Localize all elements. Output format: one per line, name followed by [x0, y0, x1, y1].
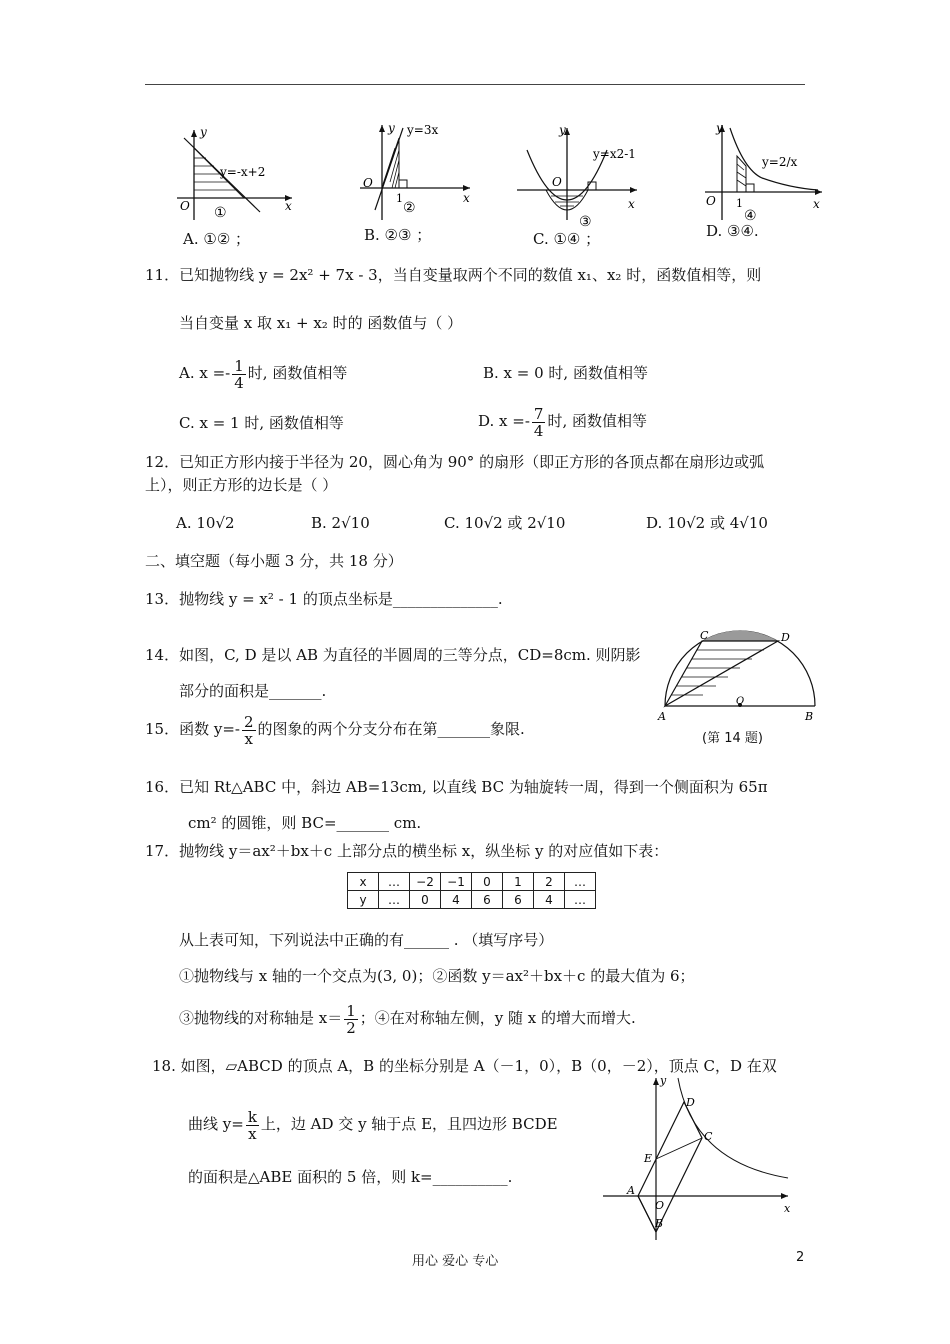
option-d-top: D. ③④. [706, 222, 759, 240]
point-d-label: D [686, 1096, 695, 1109]
figure-3 [515, 120, 645, 230]
q11-option-b: B. x = 0 时, 函数值相等 [483, 364, 648, 382]
point-o-label: O [736, 696, 745, 707]
y-axis-label: y [559, 123, 566, 137]
origin-label: O [180, 199, 190, 213]
point-a-label: A [658, 710, 666, 723]
x-axis-label: x [463, 191, 470, 205]
point-d-label: D [781, 631, 790, 644]
q11-option-d: D. x =- $\frac{7}{4}$ 时, 函数值相等 [478, 404, 647, 440]
y-axis-label: y [660, 1074, 667, 1087]
q14-figure [655, 628, 825, 723]
q18-line3: 的面积是△ABE 面积的 5 倍，则 k=__________. [188, 1168, 513, 1186]
one-label: 1 [736, 197, 743, 210]
table-cell: 6 [472, 891, 503, 909]
q14-line1: 14．如图，C, D 是以 AB 为直径的半圆周的三等分点，CD=8cm. 则阴影 [145, 646, 641, 664]
q15: 15．函数 y=- $\frac{2}{x}$ 的图象的两个分支分布在第_______象限. [145, 712, 525, 748]
point-b-label: B [805, 710, 814, 723]
table-cell: 4 [534, 891, 565, 909]
q12-stem-line1: 12．已知正方形内接于半径为 20，圆心角为 90° 的扇形（即正方形的各顶点都在扇形边或弧 [145, 453, 765, 471]
table-cell: 0 [472, 873, 503, 891]
table-cell: … [565, 891, 596, 909]
q12-option-c: C. 10√2 或 2√10 [444, 514, 566, 532]
q18-line1: 18. 如图，▱ABCD 的顶点 A，B 的坐标分别是 A（－1，0），B（0，－2），顶点 C，D 在双 [152, 1057, 777, 1075]
q13: 13．抛物线 y = x² - 1 的顶点坐标是______________. [145, 590, 503, 608]
point-a-label: A [627, 1184, 635, 1197]
page-number: 2 [796, 1250, 805, 1265]
q12-option-a: A. 10√2 [176, 514, 235, 532]
table-cell: x [348, 873, 379, 891]
q11-option-a: A. x =- $\frac{1}{4}$ 时, 函数值相等 [179, 356, 348, 392]
x-axis-label: x [285, 199, 292, 213]
y-axis-label: y [716, 121, 723, 135]
table-row [348, 873, 596, 891]
q12-option-b: B. 2√10 [311, 514, 370, 532]
q14-caption: (第 14 题) [702, 731, 763, 746]
option-c-top: C. ①④ ； [533, 230, 601, 248]
curve-label: y=3x [407, 123, 439, 137]
figure-number: ① [214, 205, 227, 221]
point-b-label: B [655, 1217, 664, 1230]
option-b-top: B. ②③ ； [364, 226, 432, 244]
table-cell: 1 [503, 873, 534, 891]
y-axis-label: y [388, 121, 395, 135]
table-cell: 2 [534, 873, 565, 891]
q12-option-d: D. 10√2 或 4√10 [646, 514, 768, 532]
table-cell: 0 [410, 891, 441, 909]
one-label: 1 [396, 192, 403, 205]
q11-stem-line2: 当自变量 x 取 x₁ + x₂ 时的 函数值与（ ） [179, 314, 463, 332]
point-c-label: C [700, 629, 709, 642]
curve-label: y=-x+2 [220, 165, 266, 179]
point-c-label: C [704, 1130, 713, 1143]
figure-1 [172, 120, 302, 230]
q16-line2: cm² 的圆锥，则 BC=_______ cm. [188, 814, 422, 832]
q11-stem-line1: 11．已知抛物线 y = 2x² + 7x - 3，当自变量取两个不同的数值 x₁、x₂ 时，函数值相等，则 [145, 266, 762, 284]
option-a-top: A. ①② ； [183, 230, 251, 248]
y-axis-label: y [200, 125, 207, 139]
q16-line1: 16．已知 Rt△ABC 中，斜边 AB=13cm, 以直线 BC 为轴旋转一周，得到一个侧面积为 65π [145, 778, 768, 796]
table-cell: −1 [441, 873, 472, 891]
curve-label: y=x2-1 [593, 147, 636, 161]
x-axis-label: x [784, 1202, 791, 1215]
figure-2 [355, 120, 485, 230]
table-cell: … [379, 873, 410, 891]
table-cell: 4 [441, 891, 472, 909]
point-e-label: E [644, 1152, 653, 1165]
table-row [348, 891, 596, 909]
q18-line2: 曲线 y= $\frac{k}{x}$ 上，边 AD 交 y 轴于点 E，且四边形 BCDE [188, 1107, 558, 1143]
origin-label: O [552, 175, 562, 189]
origin-label: O [706, 194, 716, 208]
origin-label: O [655, 1199, 665, 1212]
q17-stem: 17．抛物线 y＝ax²＋bx＋c 上部分点的横坐标 x，纵坐标 y 的对应值如下表： [145, 842, 669, 860]
q11-option-c: C. x = 1 时, 函数值相等 [179, 414, 344, 432]
x-axis-label: x [628, 197, 635, 211]
q12-stem-line2: 上），则正方形的边长是（ ） [145, 476, 338, 494]
curve-label: y=2/x [762, 155, 798, 169]
table-cell: … [565, 873, 596, 891]
figure-4 [700, 120, 830, 230]
q18-figure [598, 1072, 798, 1242]
table-cell: −2 [410, 873, 441, 891]
figure-number: ③ [579, 214, 592, 230]
figure-number: ② [403, 200, 416, 216]
origin-label: O [363, 176, 373, 190]
table-cell: 6 [503, 891, 534, 909]
table-cell: y [348, 891, 379, 909]
q17-line4: ③抛物线的对称轴是 x＝ $\frac{1}{2}$ ；④在对称轴左侧，y 随 x 的增大而增大. [179, 1001, 636, 1037]
q17-line2: 从上表可知，下列说法中正确的有______ . （填写序号） [179, 931, 554, 949]
q17-line3: ①抛物线与 x 轴的一个交点为(3, 0)；②函数 y＝ax²＋bx＋c 的最大值为 6； [179, 967, 695, 985]
figure-number: ④ [744, 208, 757, 224]
x-axis-label: x [813, 197, 820, 211]
header-rule [145, 84, 805, 85]
q14-line2: 部分的面积是_______. [179, 682, 327, 700]
q17-table [347, 872, 596, 909]
section-2-title: 二、填空题（每小题 3 分，共 18 分） [145, 552, 403, 570]
footer-text: 用心 爱心 专心 [412, 1254, 499, 1269]
table-cell: … [379, 891, 410, 909]
